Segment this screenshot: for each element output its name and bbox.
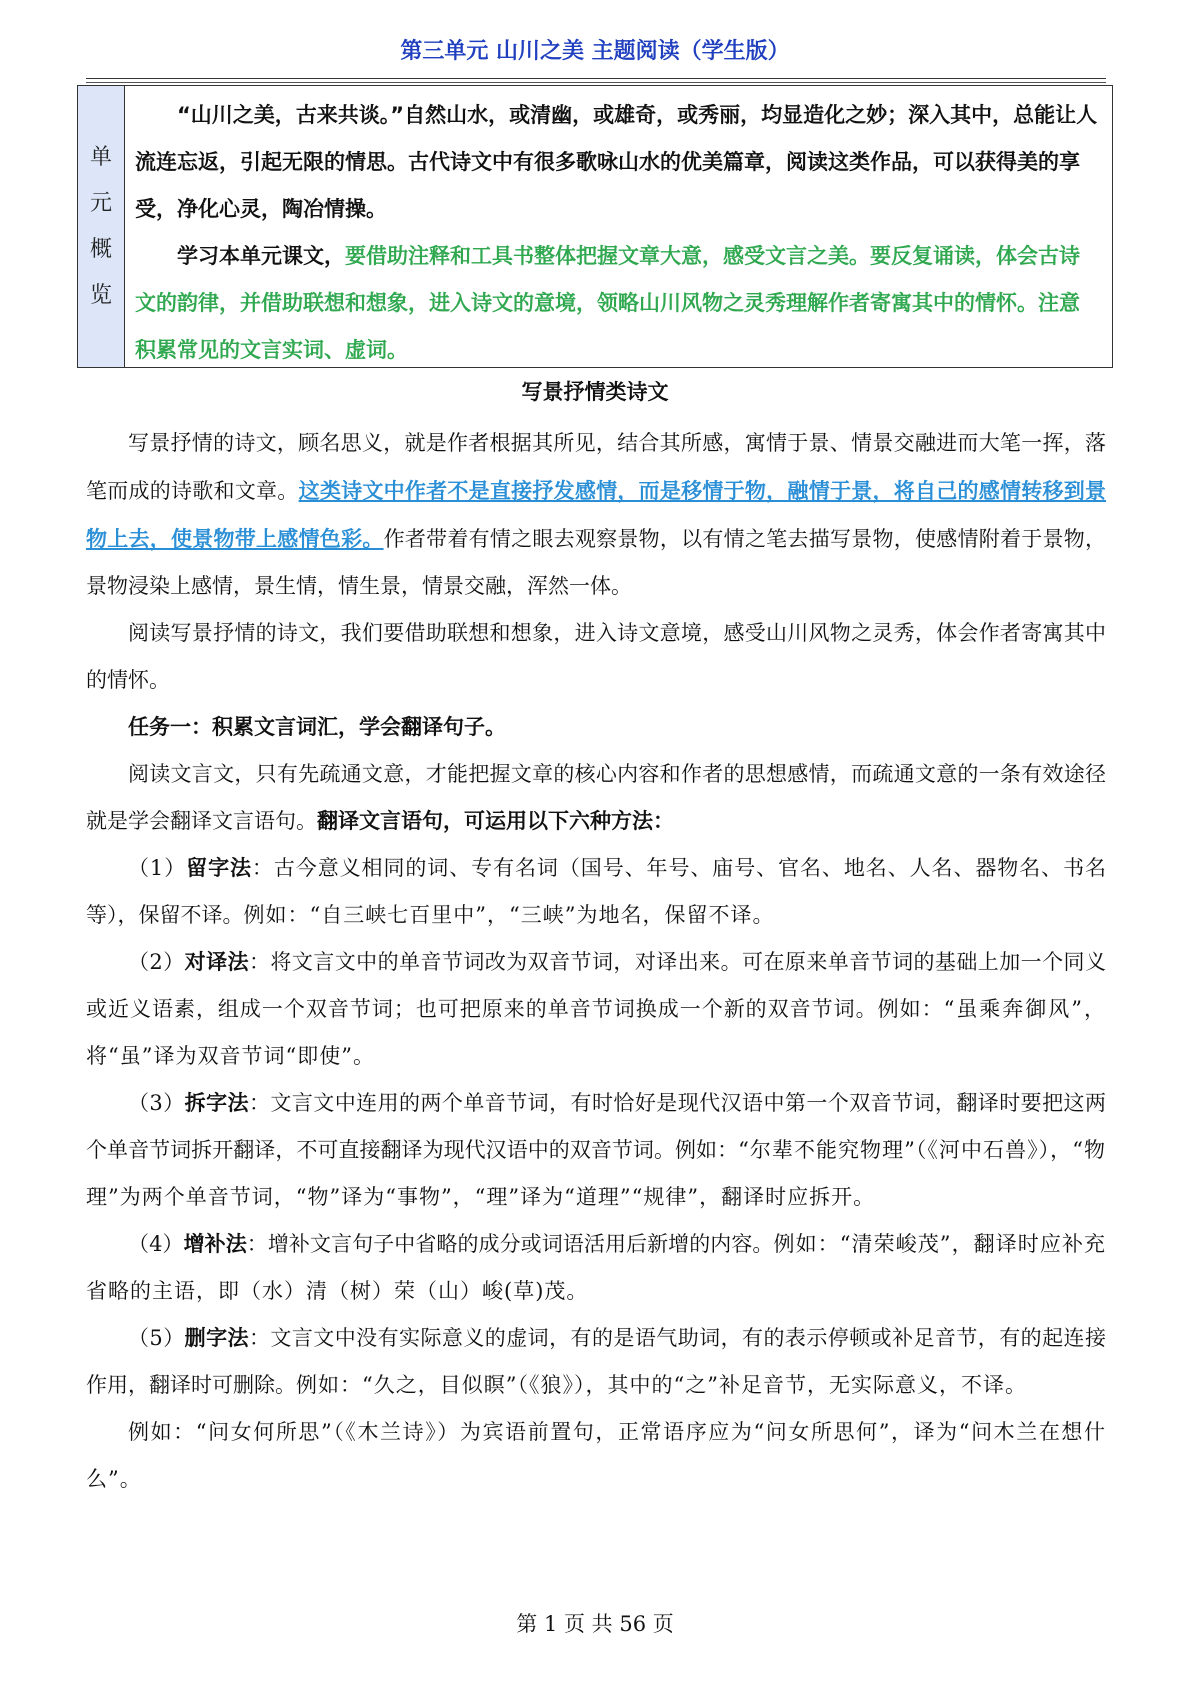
method-example: 例如：“久之，目似瞑”（《狼》），其中的“之”补足音节，无实际意义，不译。 <box>296 1373 1027 1397</box>
method-name: 拆字法 <box>184 1091 249 1115</box>
label-char: 概 <box>89 236 112 262</box>
highlight-link-text[interactable]: 这类诗文中作者不是直接抒发感情，而是移情于物，融情于景，将自己的感情转移到景物上去，使景物带上感情色彩。 <box>86 478 1107 551</box>
method-item <box>86 1315 1106 1409</box>
header-rule <box>86 78 1106 79</box>
overview-paragraph-2 <box>135 233 1100 374</box>
method-item <box>86 845 1106 939</box>
method-item <box>86 1221 1106 1315</box>
text-run: 阅读文言文，只有先疏通文意，才能把握文章的核心内容和作者的思想感情，而疏通文意的一条有效途径就是学会翻译文言语句。 <box>86 762 1106 833</box>
page-header-title: 第三单元 山川之美 主题阅读（学生版） <box>400 39 790 64</box>
overview-lead: 学习本单元课文， <box>177 244 345 268</box>
body-paragraph <box>86 751 1106 845</box>
header-rule-thin <box>86 82 1106 83</box>
method-number: （1） <box>128 856 187 880</box>
method-number: （4） <box>128 1232 184 1256</box>
method-text: ：增补文言句子中省略的成分或词语活用后新增的内容。 <box>246 1232 774 1256</box>
label-char: 览 <box>89 282 112 308</box>
method-example: 例如：“清荣峻茂”，翻译时应补充省略的主语，即（水）清（树）荣（山）峻(草)茂。 <box>86 1232 1107 1303</box>
task-heading: 任务一：积累文言词汇，学会翻译句子。 <box>128 715 506 739</box>
overview-paragraph-1: “山川之美，古来共谈。”自然山水，或清幽，或雄奇，或秀丽，均显造化之妙；深入其中，总能让人流连忘返，引起无限的情思。古代诗文中有很多歌咏山水的优美篇章，阅读这类作品，可以获得美的享受，净化心灵，陶冶情操。 <box>135 103 1098 221</box>
method-example: “尔辈不能究物理”（《河中石兽》），“物理”为两个单音节词，“物”译为“事物”，“理”译为“道理”“规律”，翻译时应拆开。 <box>86 1138 1106 1209</box>
label-char: 单 <box>89 144 112 170</box>
method-name: 删字法 <box>184 1326 249 1350</box>
method-text: ：文言文中连用的两个单音节词，有时恰好是现代汉语中第一个双音节词，翻译时要把这两个单音节词拆开翻译，不可直接翻译为现代汉语中的双音节词。例如： <box>86 1091 1106 1162</box>
text-run: 作者带着有情之眼去观察景物，以有情之笔去描写景物，使感情附着于景物，景物浸染上感情，景生情，情生景，情景交融，浑然一体。 <box>86 527 1107 598</box>
body-paragraph <box>86 420 1106 610</box>
overview-highlight: 要借助注释和工具书整体把握文章大意，感受文言之美。要反复诵读，体会古诗文的韵律，并借助联想和想象，进入诗文的意境，领略山川风物之灵秀理解作者寄寓其中的情怀。注意积累常见的文言实词、虚词。 <box>135 244 1080 362</box>
method-number: （3） <box>128 1091 185 1115</box>
method-number: （2） <box>128 950 185 974</box>
section-title: 写景抒情类诗文 <box>521 380 669 404</box>
method-item <box>86 939 1106 1080</box>
method-text: ：文言文中没有实际意义的虚词，有的是语气助词，有的表示停顿或补足音节，有的起连接作用，翻译时可删除。 <box>86 1326 1106 1397</box>
page-footer: 第 1 页 共 56 页 <box>516 1612 674 1636</box>
text-run: 写景抒情的诗文，顾名思义，就是作者根据其所见，结合其所感，寓情于景、情景交融进而大笔一挥，落笔而成的诗歌和文章。 <box>86 431 1106 503</box>
method-text: ：古今意义相同的词、专有名词（国号、年号、庙号、官名、地名、人名、器物名、书名等），保留不译。 <box>86 856 1107 927</box>
label-char: 元 <box>89 190 112 216</box>
method-text: ：将文言文中的单音节词改为双音节词，对译出来。可在原来单音节词的基础上加一个同义或近义语素，组成一个双音节词；也可把原来的单音节词换成一个新的双音节词。例如： <box>86 950 1106 1021</box>
method-name: 留字法 <box>186 856 252 880</box>
body-paragraph: 阅读写景抒情的诗文，我们要借助联想和想象，进入诗文意境，感受山川风物之灵秀，体会作者寄寓其中的情怀。 <box>86 621 1106 692</box>
bold-text: 翻译文言语句，可运用以下六种方法： <box>317 809 674 833</box>
method-item <box>86 1080 1106 1221</box>
method-example: 例如：“自三峡七百里中”，“三峡”为地名，保留不译。 <box>243 903 775 927</box>
example-paragraph: 例如：“问女何所思”（《木兰诗》）为宾语前置句，正常语序应为“问女所思何”，译为“问木兰在想什么”。 <box>86 1420 1106 1491</box>
method-example: “虽乘奔御风”，将“虽”译为双音节词“即使”。 <box>86 997 1106 1068</box>
unit-overview-box <box>77 85 1113 368</box>
main-content <box>86 420 1106 1503</box>
method-name: 对译法 <box>184 950 249 974</box>
method-name: 增补法 <box>183 1232 247 1256</box>
unit-overview-text <box>125 86 1112 367</box>
unit-overview-label <box>78 86 125 367</box>
method-number: （5） <box>128 1326 185 1350</box>
